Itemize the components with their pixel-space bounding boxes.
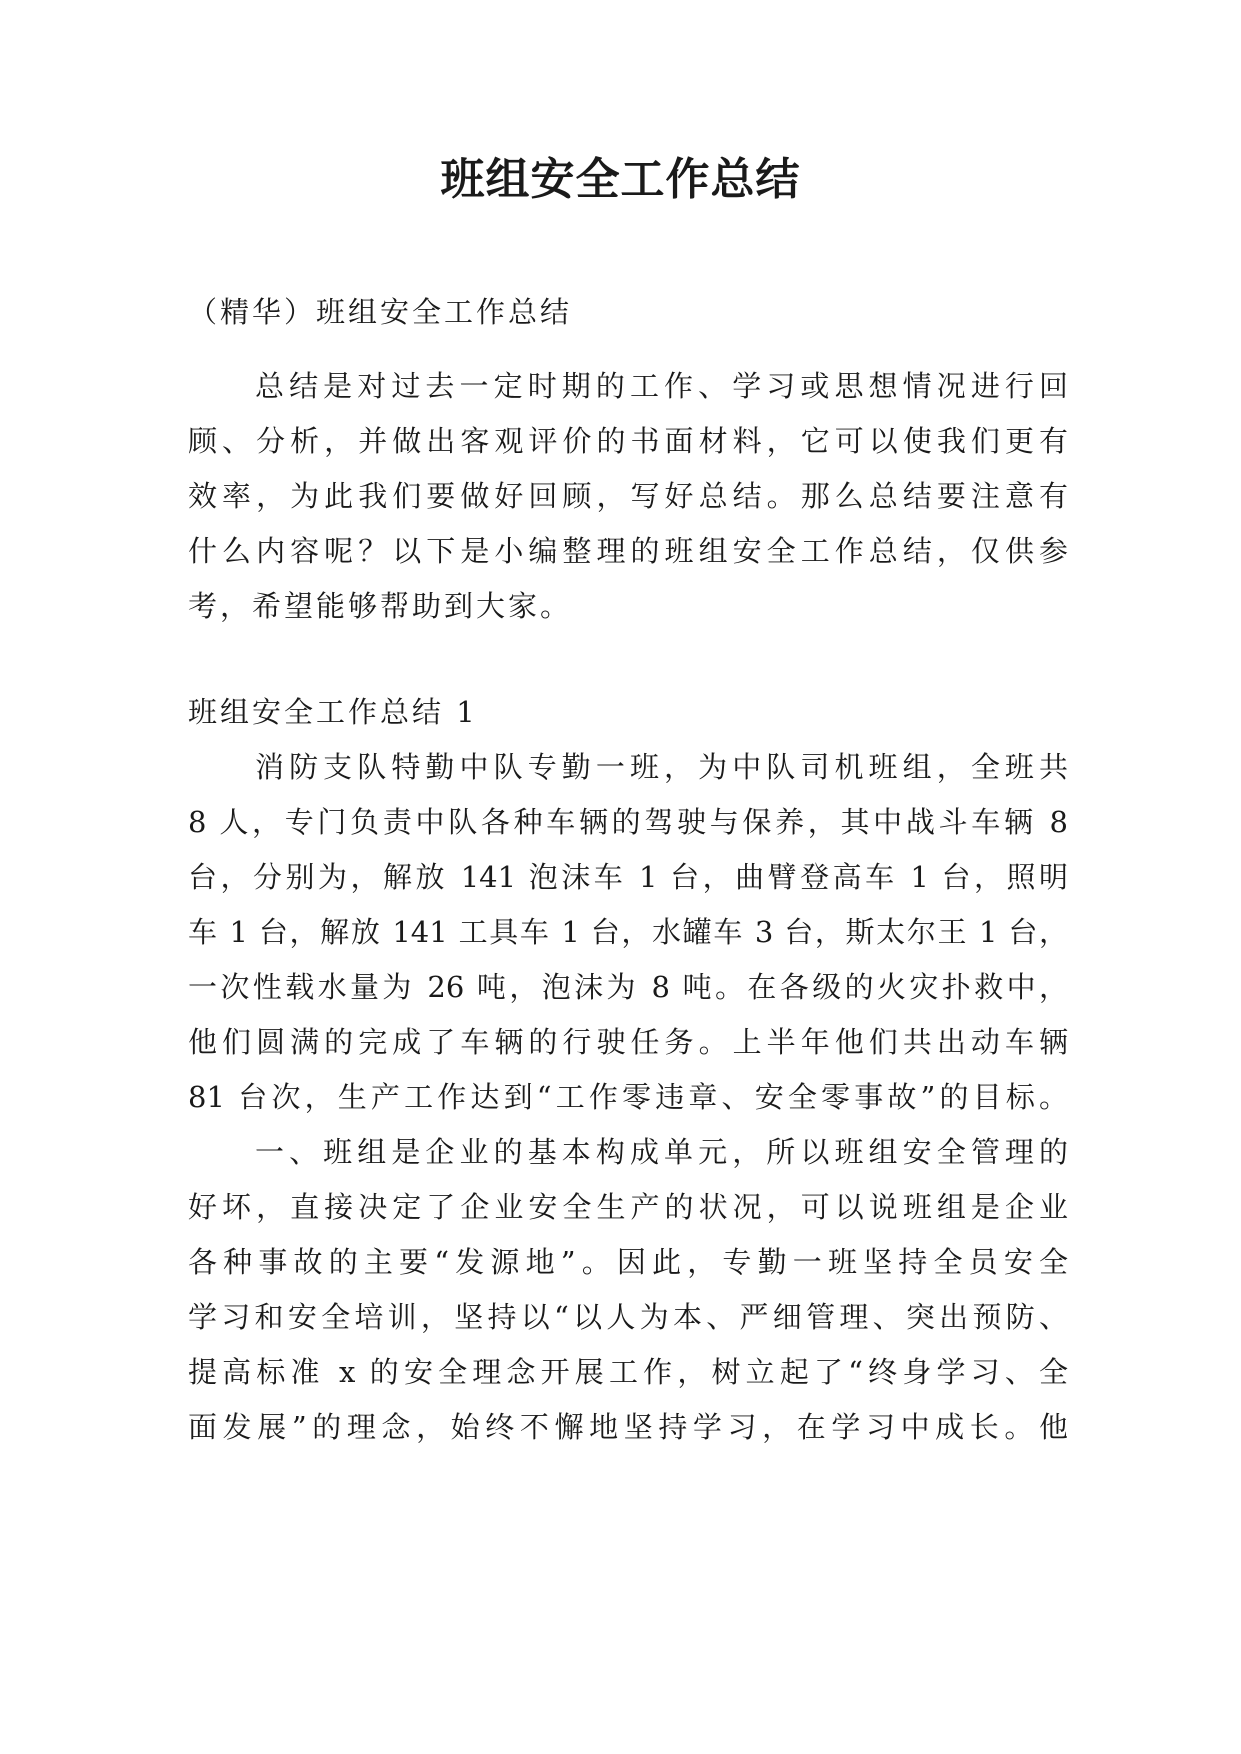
body-line: 一、班组是企业的基本构成单元，所以班组安全管理的	[255, 1135, 1068, 1169]
body-line: 他们圆满的完成了车辆的行驶任务。上半年他们共出动车辆	[188, 1025, 1068, 1059]
body-line: 一次性载水量为 26 吨，泡沫为 8 吨。在各级的火灾扑救中，	[188, 970, 1068, 1004]
document-subtitle: （精华）班组安全工作总结	[188, 295, 573, 329]
body-line: 学习和安全培训，坚持以“以人为本、严细管理、突出预防、	[188, 1300, 1068, 1334]
body-line: 台，分别为，解放 141 泡沫车 1 台，曲臂登高车 1 台，照明	[188, 860, 1068, 894]
intro-line: 什么内容呢？以下是小编整理的班组安全工作总结，仅供参	[188, 534, 1068, 568]
body-line: 车 1 台，解放 141 工具车 1 台，水罐车 3 台，斯太尔王 1 台，	[188, 915, 1068, 949]
intro-line: 考，希望能够帮助到大家。	[188, 589, 573, 623]
body-line: 面发展”的理念，始终不懈地坚持学习，在学习中成长。他	[188, 1410, 1068, 1444]
document-title: 班组安全工作总结	[440, 154, 801, 205]
body-line: 消防支队特勤中队专勤一班，为中队司机班组，全班共	[255, 750, 1068, 784]
body-line: 提高标准 x 的安全理念开展工作，树立起了“终身学习、全	[188, 1355, 1068, 1389]
intro-line: 顾、分析，并做出客观评价的书面材料，它可以使我们更有	[188, 424, 1068, 458]
section-heading: 班组安全工作总结 1	[188, 695, 478, 729]
body-line: 81 台次，生产工作达到“工作零违章、安全零事故”的目标。	[188, 1080, 1068, 1114]
intro-line: 效率，为此我们要做好回顾，写好总结。那么总结要注意有	[188, 479, 1068, 513]
body-line: 各种事故的主要“发源地”。因此，专勤一班坚持全员安全	[188, 1245, 1068, 1279]
intro-line: 总结是对过去一定时期的工作、学习或思想情况进行回	[255, 369, 1068, 403]
body-line: 好坏，直接决定了企业安全生产的状况，可以说班组是企业	[188, 1190, 1068, 1224]
body-line: 8 人，专门负责中队各种车辆的驾驶与保养，其中战斗车辆 8	[188, 805, 1068, 839]
